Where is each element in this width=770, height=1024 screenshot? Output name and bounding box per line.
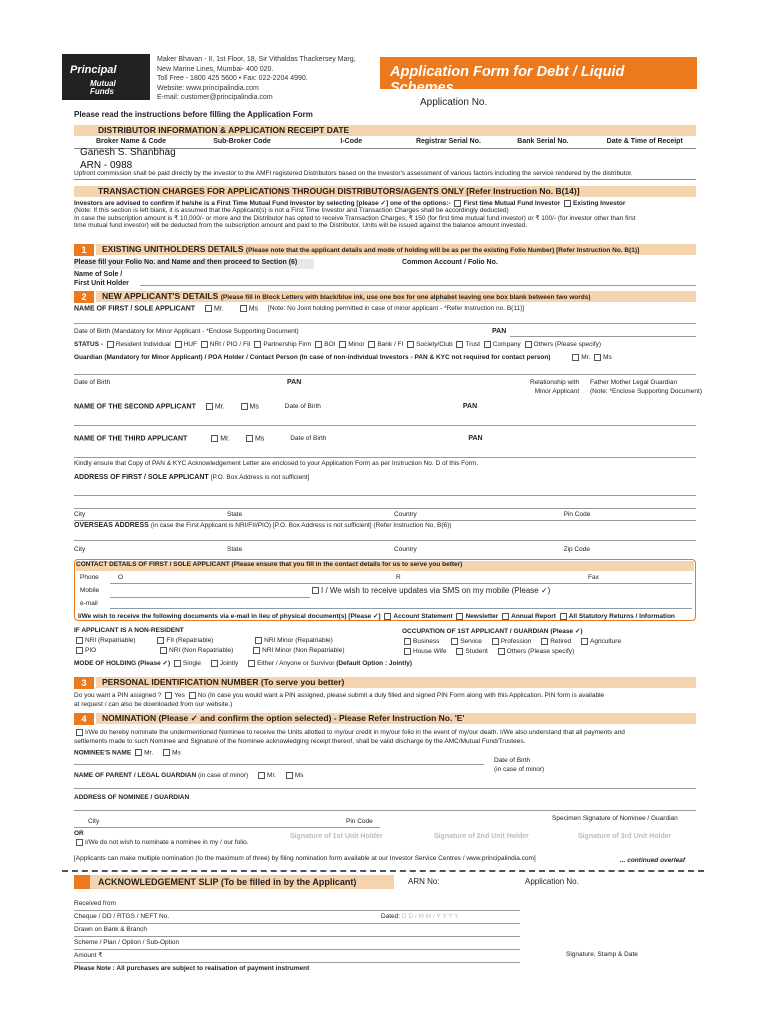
folio-label: Common Account / Folio No. — [402, 259, 498, 266]
address-line: New Marine Lines, Mumbai- 400 020. — [157, 65, 274, 73]
status-option: Minor — [348, 341, 365, 349]
phone-r-label: R — [396, 574, 401, 581]
single-checkbox[interactable] — [174, 660, 181, 667]
status-option: Trust — [465, 341, 481, 349]
cut-line — [62, 870, 704, 872]
first-time-label: First time Mutual Fund Investor — [463, 200, 561, 207]
address-city-field[interactable] — [74, 520, 696, 521]
second-applicant-row — [74, 403, 696, 410]
phone-field[interactable] — [110, 583, 692, 584]
doc-option: Account Statement — [393, 613, 453, 620]
doc-option: Newsletter — [465, 613, 499, 620]
status-checkbox[interactable] — [107, 341, 114, 348]
phone-label: Phone — [80, 574, 99, 581]
address-heading-row — [74, 474, 309, 481]
mode-label: MODE OF HOLDING — [74, 660, 137, 667]
parent-label: NAME OF PARENT / LEGAL GUARDIAN — [74, 772, 197, 780]
status-checkbox[interactable] — [254, 341, 261, 348]
nri-option: NRI Minor (Repatriable) — [264, 637, 333, 644]
application-no-label: Application No. — [420, 97, 488, 108]
specimen-label: Specimen Signature of Nominee / Guardian — [552, 815, 678, 822]
email-field[interactable] — [110, 608, 692, 609]
email-docs-row — [78, 612, 675, 620]
nri-checkbox[interactable] — [255, 637, 262, 644]
contact-heading — [76, 561, 694, 571]
nri-checkbox[interactable] — [76, 637, 83, 644]
status-checkbox[interactable] — [315, 341, 322, 348]
country-label: Country — [394, 511, 417, 518]
doc-checkbox[interactable] — [384, 613, 391, 620]
not-nominate-row — [74, 839, 249, 846]
read-instructions: Please read the instructions before filling the Application Form — [74, 110, 313, 119]
drawn-on-field[interactable]: Drawn on Bank & Branch — [74, 924, 520, 937]
relationship-note: (Note: *Enclose Supporting Document) — [590, 388, 703, 395]
status-checkbox[interactable] — [456, 341, 463, 348]
sms-checkbox[interactable] — [312, 587, 319, 594]
first-applicant-label: NAME OF FIRST / SOLE APPLICANT — [74, 305, 196, 313]
first-pan-field[interactable] — [510, 336, 696, 337]
nri-option: PIO — [85, 647, 97, 654]
ms-label: Ms — [603, 354, 612, 362]
section-number: 3 — [74, 677, 94, 689]
nri-options — [74, 636, 345, 656]
status-checkbox[interactable] — [201, 341, 208, 348]
nomination-line: settlements made to such Nominee and Signature of the Nominee acknowledging receipt thereof, shall be valid discharge by the AMC/Mutual Fund/Trustees. — [74, 738, 526, 745]
ms-checkbox[interactable] — [246, 435, 253, 442]
ack-note: Please Note : All purchases are subject to realisation of payment instrument — [74, 965, 310, 972]
occ-option: Profession — [500, 638, 532, 645]
doc-checkbox[interactable] — [502, 613, 509, 620]
status-checkbox[interactable] — [368, 341, 375, 348]
fax-label: Fax — [588, 574, 599, 581]
scissor-icon — [74, 875, 90, 889]
dated-label: Dated: — [380, 913, 401, 920]
second-applicant-name-field[interactable] — [74, 425, 696, 426]
transaction-note: (Note: If this section is left blank, it is assumed that the Applicant(s) is not a First Time Investor and Transaction Charges shall be accordingly deducted) — [74, 207, 509, 214]
nri-checkbox[interactable] — [76, 647, 83, 654]
mr-checkbox[interactable] — [206, 403, 213, 410]
transaction-text — [74, 199, 696, 229]
section1-heading — [96, 244, 696, 255]
status-label: STATUS - — [74, 341, 104, 349]
occupation-heading: OCCUPATION OF 1ST APPLICANT / GUARDIAN — [402, 628, 549, 635]
occ-checkbox[interactable] — [581, 638, 588, 645]
name-label: First Unit Holder — [74, 280, 129, 287]
mr-label: Mr. — [267, 772, 277, 780]
received-from-field[interactable]: Received from — [74, 898, 520, 911]
occ-checkbox[interactable] — [451, 638, 458, 645]
address-line: Website: www.principalindia.com — [157, 84, 259, 92]
transaction-charges-text: time mutual fund investor) will be deducted from the subscription amount and paid to the Distributor. Units will be issued against the balance amount invested. — [74, 222, 528, 229]
pin-question — [74, 691, 696, 709]
nominee-dob-label — [494, 756, 544, 774]
overseas-address-field[interactable] — [74, 540, 696, 541]
guardian-row — [74, 354, 696, 361]
pan-label: PAN — [462, 403, 478, 411]
section1-title: EXISTING UNITHOLDERS DETAILS — [102, 244, 244, 254]
col-icode: I-Code — [340, 138, 363, 145]
dob-label: Date of Birth — [284, 403, 321, 411]
mr-label: Mr. — [214, 305, 224, 313]
or-label: OR — [74, 830, 84, 837]
nri-option: NRI (Repatriable) — [85, 637, 136, 644]
doc-checkbox[interactable] — [456, 613, 463, 620]
nominee-ms-checkbox[interactable] — [163, 749, 170, 756]
ms-label: Ms — [248, 305, 259, 313]
nominee-name-row — [74, 749, 181, 756]
dob-label: Date of Birth — [290, 435, 327, 443]
overseas-row — [74, 522, 451, 529]
default-option: (Default Option : Jointly) — [336, 660, 413, 667]
status-checkbox[interactable] — [407, 341, 414, 348]
address-city-row — [74, 511, 696, 518]
ms-checkbox[interactable] — [241, 403, 248, 410]
existing-investor-label: Existing Investor — [573, 200, 626, 207]
sms-label: I / We wish to receive updates via SMS on my mobile (Please ✓) — [321, 586, 551, 595]
broker-name-value[interactable]: Ganesh S. Shanbhag — [80, 147, 176, 158]
nominate-checkbox[interactable] — [76, 729, 83, 736]
date-format[interactable]: D D / M M / Y Y Y Y — [401, 913, 459, 920]
third-applicant-row — [74, 435, 696, 442]
single-label: Single — [182, 660, 201, 667]
nominee-city-label: City — [88, 818, 100, 825]
first-applicant-row — [74, 305, 696, 312]
not-nominate-label: I/We do not wish to nominate a nominee in my / our folio. — [85, 839, 249, 847]
first-time-checkbox[interactable] — [454, 200, 461, 207]
pin-note: (In case you would want a PIN assigned, please submit a duly filled and signed PIN Form along with this Application. PIN form is available — [207, 692, 605, 699]
signature-stamp-label: Signature, Stamp & Date — [566, 951, 638, 958]
occ-option: House Wife — [413, 648, 447, 655]
mr-label: Mr. — [214, 403, 225, 411]
guardian-name-field[interactable] — [74, 374, 696, 375]
state-label: State — [227, 511, 243, 518]
ack-fields — [74, 898, 520, 975]
nri-checkbox[interactable] — [253, 647, 260, 654]
upfront-note: Upfront commission shall be paid directly by the investor to the AMFI registered Distributors based on the investor's assessment of various factors including the service rendered by the distributor. — [74, 170, 696, 180]
pin-label: Pin Code — [563, 511, 591, 518]
broker-arn-value[interactable]: ARN - 0988 — [80, 160, 133, 171]
mr-checkbox[interactable] — [205, 305, 212, 312]
second-applicant-label: NAME OF THE SECOND APPLICANT — [74, 403, 196, 411]
dob-minor-text: (in case of minor) — [494, 766, 545, 773]
parent-name-field[interactable] — [74, 788, 696, 789]
occ-checkbox[interactable] — [404, 648, 411, 655]
mobile-field[interactable] — [110, 597, 310, 598]
sole-holder-label — [74, 270, 129, 288]
occ-option: Agriculture — [590, 638, 622, 645]
transaction-heading: TRANSACTION CHARGES FOR APPLICATIONS THROUGH DISTRIBUTORS/AGENTS ONLY [Refer Instruction No. B(14)] — [74, 186, 696, 197]
contact-note: (Please ensure that you fill in the contact details for us to serve you better) — [231, 561, 463, 568]
distributor-heading: DISTRIBUTOR INFORMATION & APPLICATION RECEIPT DATE — [74, 125, 696, 136]
occupation-please: (Please ✓) — [550, 628, 583, 635]
occ-option: Student — [465, 648, 488, 655]
occ-checkbox[interactable] — [541, 638, 548, 645]
doc-option: Annual Report — [511, 613, 556, 620]
minor-applicant-text: Minor Applicant — [534, 388, 580, 395]
mr-label: Mr. — [581, 354, 591, 362]
ack-heading: ACKNOWLEDGEMENT SLIP (To be filled in by the Applicant) — [74, 875, 394, 889]
nominee-address-field[interactable] — [74, 810, 696, 811]
form-title: Application Form for Debt / Liquid Schemes — [380, 57, 697, 89]
pan-label: PAN — [468, 435, 483, 443]
pin-no-checkbox[interactable] — [189, 692, 196, 699]
status-checkbox[interactable] — [339, 341, 346, 348]
company-address — [157, 55, 356, 103]
occ-option: Others (Please specify) — [506, 648, 575, 655]
col-bank: Bank Serial No. — [517, 138, 569, 145]
parent-mr-checkbox[interactable] — [258, 772, 265, 779]
mobile-label: Mobile — [80, 587, 100, 594]
third-applicant-label: NAME OF THE THIRD APPLICANT — [74, 435, 188, 443]
doc-checkbox[interactable] — [560, 613, 567, 620]
pin-yes-label: Yes — [174, 692, 185, 699]
pin-no-label: No — [197, 692, 206, 699]
parent-ms-checkbox[interactable] — [286, 772, 293, 779]
ack-arn-label: ARN No: — [408, 877, 440, 886]
city-label: City — [74, 546, 86, 553]
address-line: Toll Free - 1800 425 5600 • Fax: 022-2204 4990. — [157, 75, 308, 82]
mode-of-holding-row — [74, 659, 412, 667]
sole-holder-field[interactable] — [140, 285, 696, 286]
docs-label: I/We wish to receive the following documents via e-mail in lieu of physical document(s) [Please ✓] — [78, 613, 381, 620]
guardian-pan-label: PAN — [287, 379, 302, 386]
pin-yes-checkbox[interactable] — [165, 692, 172, 699]
folio-instruction: Please fill your Folio No. and Name and then proceed to Section (6) — [74, 259, 314, 269]
existing-investor-checkbox[interactable] — [564, 200, 571, 207]
ack-appno-label: Application No. — [525, 877, 579, 886]
continued-overleaf: ... continued overleaf — [620, 857, 686, 864]
signature-1st[interactable]: Signature of 1st Unit Holder — [290, 833, 383, 840]
occ-checkbox[interactable] — [498, 648, 505, 655]
status-checkbox[interactable] — [175, 341, 182, 348]
not-nominate-checkbox[interactable] — [76, 839, 83, 846]
section2-title: NEW APPLICANT'S DETAILS — [102, 291, 219, 301]
principal-logo — [62, 54, 150, 100]
pin-note-2: at request / can also be downloaded from our website.) — [74, 701, 233, 708]
col-registrar: Registrar Serial No. — [415, 138, 481, 145]
first-applicant-name-field[interactable] — [74, 323, 696, 324]
occ-option: Service — [460, 638, 482, 645]
logo-text-mutual: Mutual — [90, 79, 116, 88]
ms-label: Ms — [254, 435, 265, 443]
nominee-pin-label: Pin Code — [346, 818, 373, 825]
nomination-text — [74, 728, 696, 746]
sms-row — [310, 586, 550, 595]
nominee-address-label: ADDRESS OF NOMINEE / GUARDIAN — [74, 794, 190, 801]
col-date: Date & Time of Receipt — [606, 138, 683, 145]
signature-2nd[interactable]: Signature of 2nd Unit Holder — [434, 833, 529, 840]
third-applicant-name-field[interactable] — [74, 457, 696, 458]
relationship-label — [530, 378, 579, 396]
phone-o-label: O — [118, 574, 124, 581]
status-option: Society/Club — [416, 341, 453, 349]
nomination-line: I/We do hereby nominate the undermentioned Nominee to receive the Units allotted to my/our credit in my/our folio in the event of my/our death. I/We also understand that all payments and — [85, 729, 625, 736]
section4-heading: NOMINATION (Please ✓ and confirm the option selected) - Please Refer Instruction No. 'E' — [96, 713, 696, 724]
pin-question-text: Do you want a PIN assigned ? — [74, 692, 162, 699]
section-number: 1 — [74, 244, 94, 256]
section-number: 4 — [74, 713, 94, 725]
jointly-checkbox[interactable] — [211, 660, 218, 667]
parent-note: (in case of minor) — [198, 772, 249, 780]
name-label: Name of Sole / — [74, 271, 123, 278]
state-label: State — [227, 546, 243, 553]
amount-field[interactable]: Amount ₹ — [74, 950, 520, 963]
occ-checkbox[interactable] — [456, 648, 463, 655]
logo-text-principal: Principal — [70, 64, 117, 76]
guardian-label: Guardian (Mandatory for Minor Applicant) / POA Holder / Contact Person (In case of non-individual Investors - PAN & KYC not required for contact person) — [74, 354, 551, 362]
either-label: Either / Anyone or Survivor — [257, 660, 335, 667]
guardian-mr-checkbox[interactable] — [572, 354, 579, 361]
relationship-text: Relationship with — [530, 379, 580, 386]
ms-label: Ms — [249, 403, 259, 411]
address-line2-field[interactable] — [74, 508, 696, 509]
city-label: City — [74, 511, 86, 518]
status-option: Partnership Firm — [263, 341, 312, 349]
section2-heading — [96, 291, 696, 302]
signature-3rd[interactable]: Signature of 3rd Unit Holder — [578, 833, 672, 840]
col-broker: Broker Name & Code — [96, 138, 167, 145]
address-line1-field[interactable] — [74, 495, 696, 496]
nominee-mr-checkbox[interactable] — [135, 749, 142, 756]
nominee-name-label: NOMINEE'S NAME — [74, 749, 132, 757]
parent-row — [74, 772, 304, 779]
nri-option: FII (Repatriable) — [166, 637, 214, 644]
relationship-opts[interactable]: Father Mother Legal Guardian — [590, 379, 678, 386]
occ-checkbox[interactable] — [492, 638, 499, 645]
doc-option: All Statutory Returns / Information — [568, 613, 675, 620]
either-checkbox[interactable] — [248, 660, 255, 667]
mr-checkbox[interactable] — [211, 435, 218, 442]
status-checkbox[interactable] — [525, 341, 532, 348]
relationship-options[interactable] — [590, 378, 702, 396]
occ-option: Business — [413, 638, 440, 645]
logo-text-funds: Funds — [90, 87, 114, 96]
transaction-charges-text: In case the subscription amount is ₹ 10,000/- or more and the Distributor has opted to receive Transaction Charges, ₹ 150 (for first time mutual fund investor) or ₹ 100/- (for investor other than first — [74, 215, 636, 222]
status-row — [74, 341, 696, 348]
status-option: Company — [492, 341, 521, 349]
overseas-note: (in case the First Applicant is NRI/FII/PIO) [P.O. Box Address is not sufficient] (Refer Instruction No. B(6)) — [150, 522, 452, 529]
contact-title: CONTACT DETAILS OF FIRST / SOLE APPLICANT — [76, 561, 230, 568]
pan-label: PAN — [492, 328, 507, 335]
multiple-nomination-note: [Applicants can make multiple nomination (to the maximum of three) by filing nomination form available at our Investor Service Centres / www.principalindia.com] — [74, 855, 536, 862]
ms-checkbox[interactable] — [240, 305, 247, 312]
scheme-field[interactable]: Scheme / Plan / Option / Sub-Option — [74, 937, 520, 950]
section3-heading: PERSONAL IDENTIFICATION NUMBER (To serve you better) — [96, 677, 696, 688]
guardian-ms-checkbox[interactable] — [594, 354, 601, 361]
jointly-label: Jointly — [219, 660, 239, 667]
status-option: BOI — [324, 341, 336, 349]
nri-checkbox[interactable] — [157, 637, 164, 644]
section1-note: (Please note that the applicant details and mode of holding will be as per the existing Folio Number) [Refer Instruction No. B(1)] — [245, 247, 640, 254]
overseas-city-row — [74, 546, 696, 553]
zip-label: Zip Code — [563, 546, 590, 553]
nri-heading: IF APPLICANT IS A NON-RESIDENT — [74, 627, 184, 634]
section-number: 2 — [74, 291, 94, 303]
cheque-label: Cheque / DD / RTGS / NEFT No. — [74, 913, 170, 920]
address-line: E-mail: customer@principalindia.com — [157, 94, 273, 101]
nominee-name-field[interactable] — [74, 764, 484, 765]
address-heading: ADDRESS OF FIRST / SOLE APPLICANT — [74, 474, 209, 481]
guardian-dob-label: Date of Birth — [74, 379, 111, 386]
dob-minor-label: Date of Birth (Mandatory for Minor Applicant - *Enclose Supporting Document) — [74, 328, 299, 335]
occ-option: Retired — [550, 638, 572, 645]
status-option: Bank / FI — [377, 341, 404, 349]
dob-text: Date of Birth — [494, 757, 531, 764]
status-checkbox[interactable] — [484, 341, 491, 348]
status-option: NRI / PIO / FII — [209, 341, 251, 349]
nri-option: NRI (Non Repatriable) — [169, 647, 234, 654]
address-note: [P.O. Box Address is not sufficient] — [210, 474, 310, 481]
status-option: HUF — [183, 341, 197, 349]
address-line: Maker Bhavan - II, 1st Floor, 18, Sir Vithaldas Thackersey Marg, — [157, 56, 356, 63]
status-option: Others (Please specify) — [533, 341, 602, 349]
occupation-block — [402, 627, 621, 657]
nri-option: NRI Minor (Non Repatriable) — [262, 647, 345, 654]
occ-checkbox[interactable] — [404, 638, 411, 645]
ms-label: Ms — [294, 772, 304, 780]
overseas-heading: OVERSEAS ADDRESS — [74, 522, 149, 529]
mr-label: Mr. — [220, 435, 230, 443]
status-option: Resident Individual — [115, 341, 171, 349]
joint-note: [Note: No Joint holding permitted in case of minor applicant - *Refer Instruction no. B(11)] — [268, 305, 525, 313]
mode-please: (Please ✓) — [137, 660, 171, 667]
col-subbroker: Sub-Broker Code — [213, 138, 271, 145]
mr-label: Mr. — [144, 749, 154, 757]
ms-label: Ms — [172, 749, 181, 757]
investor-confirm-text: Investors are advised to confirm if he/she is a First Time Mutual Fund Investor by selecting [please ✓] one of the options:- — [74, 200, 451, 207]
country-label: Country — [394, 546, 417, 553]
section2-note: (Please fill in Block Letters with black/blue ink, use one box for one alphabet leaving one box blank between two words) — [220, 294, 591, 301]
nominee-city-field[interactable] — [74, 827, 380, 828]
email-label: e-mail — [80, 600, 98, 607]
kindly-note: Kindly ensure that Copy of PAN & KYC Acknowledgement Letter are enclosed to your Application Form as per Instruction No. D of this Form. — [74, 460, 479, 467]
nri-checkbox[interactable] — [160, 647, 167, 654]
